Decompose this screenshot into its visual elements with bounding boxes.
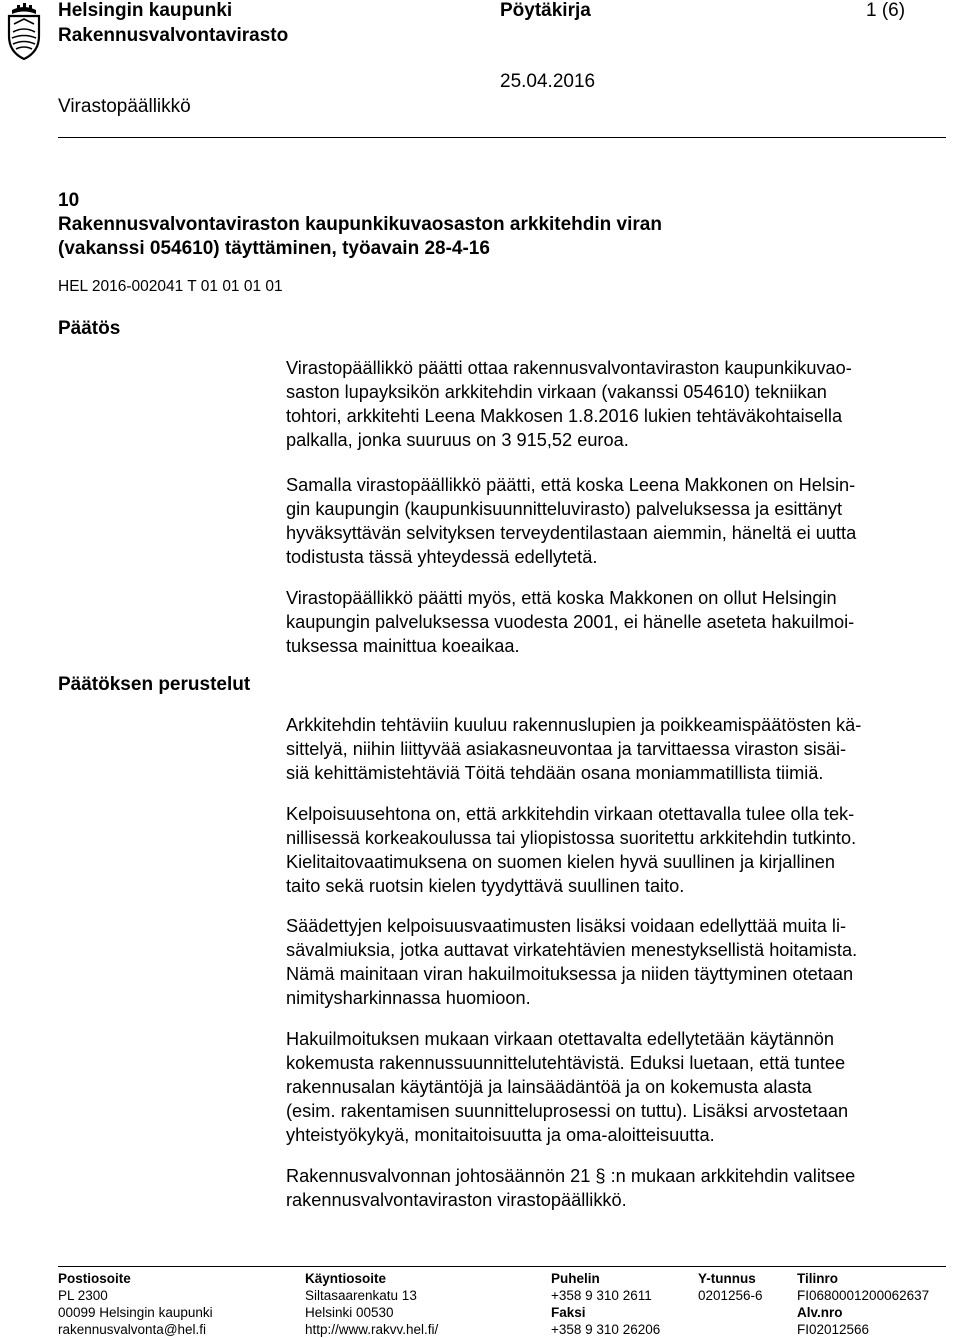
footer-website-link[interactable]: http://www.rakvv.hel.fi/ (305, 1322, 439, 1337)
text-line: taito sekä ruotsin kielen tyydyttävä suullinen taito. (286, 876, 685, 896)
text-line: rakennusvalvontaviraston virastopäällikkö. (286, 1190, 627, 1210)
footer-label: Alv.nro (797, 1305, 843, 1320)
text-line: gin kaupungin (kaupunkisuunnitteluvirasto) palveluksessa ja esittänyt (286, 499, 843, 519)
text-line: tohtori, arkkitehti Leena Makkosen 1.8.2016 lukien tehtäväkohtaisella (286, 406, 843, 426)
footer-label: Tilinro (797, 1271, 839, 1286)
grounds-heading: Päätöksen perustelut (58, 674, 251, 695)
footer-email[interactable]: rakennusvalvonta@hel.fi (58, 1322, 207, 1337)
footer-value: 00099 Helsingin kaupunki (58, 1305, 213, 1320)
header-divider (58, 137, 946, 138)
text-line: rakennusalan käytäntöjä ja lainsäädäntöä ja on kokemusta alasta (286, 1077, 812, 1097)
grounds-paragraph-3 (286, 914, 948, 1010)
footer-label: Puhelin (551, 1271, 600, 1286)
text-line: Samalla virastopäällikkö päätti, että koska Leena Makkonen on Helsin- (286, 475, 856, 495)
decision-paragraph-1 (286, 356, 948, 452)
header-department: Rakennusvalvontavirasto (58, 25, 289, 46)
text-line: hyväksyttävän selvityksen terveydentilastaan aiemmin, häneltä ei uutta (286, 523, 857, 543)
text-line: palkalla, jonka suuruus on 3 915,52 euroa. (286, 430, 629, 450)
text-line: Hakuilmoituksen mukaan virkaan otettavalta edellytetään käytännön (286, 1029, 834, 1049)
footer-postal-address (58, 1270, 213, 1338)
decision-paragraph-3 (286, 586, 948, 658)
footer-label: Käyntiosoite (305, 1271, 387, 1286)
text-line: yhteistyökykyä, monitaitoisuutta ja oma-aloitteisuutta. (286, 1125, 715, 1145)
footer-value: Siltasaarenkatu 13 (305, 1288, 417, 1303)
text-line: kokemusta rakennussuunnittelutehtävistä. Eduksi luetaan, että tuntee (286, 1053, 846, 1073)
grounds-paragraph-5 (286, 1164, 948, 1212)
helsinki-coat-of-arms-logo (4, 2, 44, 62)
header-city: Helsingin kaupunki (58, 0, 233, 21)
text-line: Virastopäällikkö päätti ottaa rakennusvalvontaviraston kaupunkikuvao- (286, 358, 852, 378)
header-doc-type: Pöytäkirja (500, 0, 591, 21)
text-line: tuksessa mainittua koeaikaa. (286, 636, 520, 656)
text-line: nillisessä korkeakoulussa tai yliopistossa suoritettu arkkitehdin tutkinto. (286, 828, 857, 848)
footer-value: FI02012566 (797, 1322, 870, 1337)
footer-value: Helsinki 00530 (305, 1305, 394, 1320)
grounds-paragraph-1 (286, 713, 948, 785)
footer-value: +358 9 310 26206 (551, 1322, 661, 1337)
grounds-paragraph-4 (286, 1027, 948, 1147)
section-number: 10 (58, 190, 80, 211)
header-decision-maker: Virastopäällikkö (58, 96, 191, 117)
section-title-line2: (vakanssi 054610) täyttäminen, työavain 28-4-16 (58, 238, 490, 259)
decision-heading: Päätös (58, 318, 121, 339)
footer-label: Y-tunnus (698, 1271, 756, 1286)
text-line: saston lupayksikön arkkitehdin virkaan (vakanssi 054610) tekniikan (286, 382, 827, 402)
header-page-number: 1 (6) (866, 0, 906, 21)
section-title-line1: Rakennusvalvontaviraston kaupunkikuvaosaston arkkitehdin viran (58, 214, 662, 235)
footer-phone-fax (551, 1270, 660, 1338)
text-line: Kielitaitovaatimuksena on suomen kielen hyvä suullinen ja kirjallinen (286, 852, 835, 872)
text-line: Säädettyjen kelpoisuusvaatimusten lisäksi voidaan edellyttää muita li- (286, 916, 847, 936)
footer-divider (58, 1266, 946, 1267)
footer-value: FI0680001200062637 (797, 1288, 930, 1303)
footer-value: +358 9 310 2611 (551, 1288, 652, 1303)
text-line: Arkkitehdin tehtäviin kuuluu rakennuslupien ja poikkeamispäätösten kä- (286, 715, 862, 735)
text-line: kaupungin palveluksessa vuodesta 2001, ei hänelle aseteta hakuilmoi- (286, 612, 855, 632)
footer-value: PL 2300 (58, 1288, 108, 1303)
text-line: sittelyä, niihin liittyvää asiakasneuvontaa ja tarvittaessa viraston sisäi- (286, 739, 847, 759)
decision-paragraph-2 (286, 473, 948, 569)
footer-account-vat (797, 1270, 929, 1338)
footer-visiting-address (305, 1270, 438, 1338)
text-line: Virastopäällikkö päätti myös, että koska Makkonen on ollut Helsingin (286, 588, 837, 608)
text-line: Rakennusvalvonnan johtosäännön 21 § :n mukaan arkkitehdin valitsee (286, 1166, 856, 1186)
text-line: siä kehittämistehtäviä Töitä tehdään osana moniammatillista tiimiä. (286, 763, 824, 783)
text-line: (esim. rakentamisen suunnitteluprosessi on tuttu). Lisäksi arvostetaan (286, 1101, 849, 1121)
grounds-paragraph-2 (286, 802, 948, 898)
footer-label: Postiosoite (58, 1271, 131, 1286)
text-line: nimitysharkinnassa huomioon. (286, 988, 531, 1008)
footer-label: Faksi (551, 1305, 586, 1320)
diary-number: HEL 2016-002041 T 01 01 01 01 (58, 278, 283, 295)
footer-business-id (698, 1270, 763, 1304)
text-line: Kelpoisuusehtona on, että arkkitehdin virkaan otettavalla tulee olla tek- (286, 804, 855, 824)
text-line: todistusta tässä yhteydessä edellytetä. (286, 547, 598, 567)
text-line: sävalmiuksia, jotka auttavat virkatehtävien menestyksellistä hoitamista. (286, 940, 858, 960)
header-date: 25.04.2016 (500, 71, 596, 92)
text-line: Nämä mainitaan viran hakuilmoituksessa ja niiden täyttyminen otetaan (286, 964, 854, 984)
footer-value: 0201256-6 (698, 1288, 763, 1303)
